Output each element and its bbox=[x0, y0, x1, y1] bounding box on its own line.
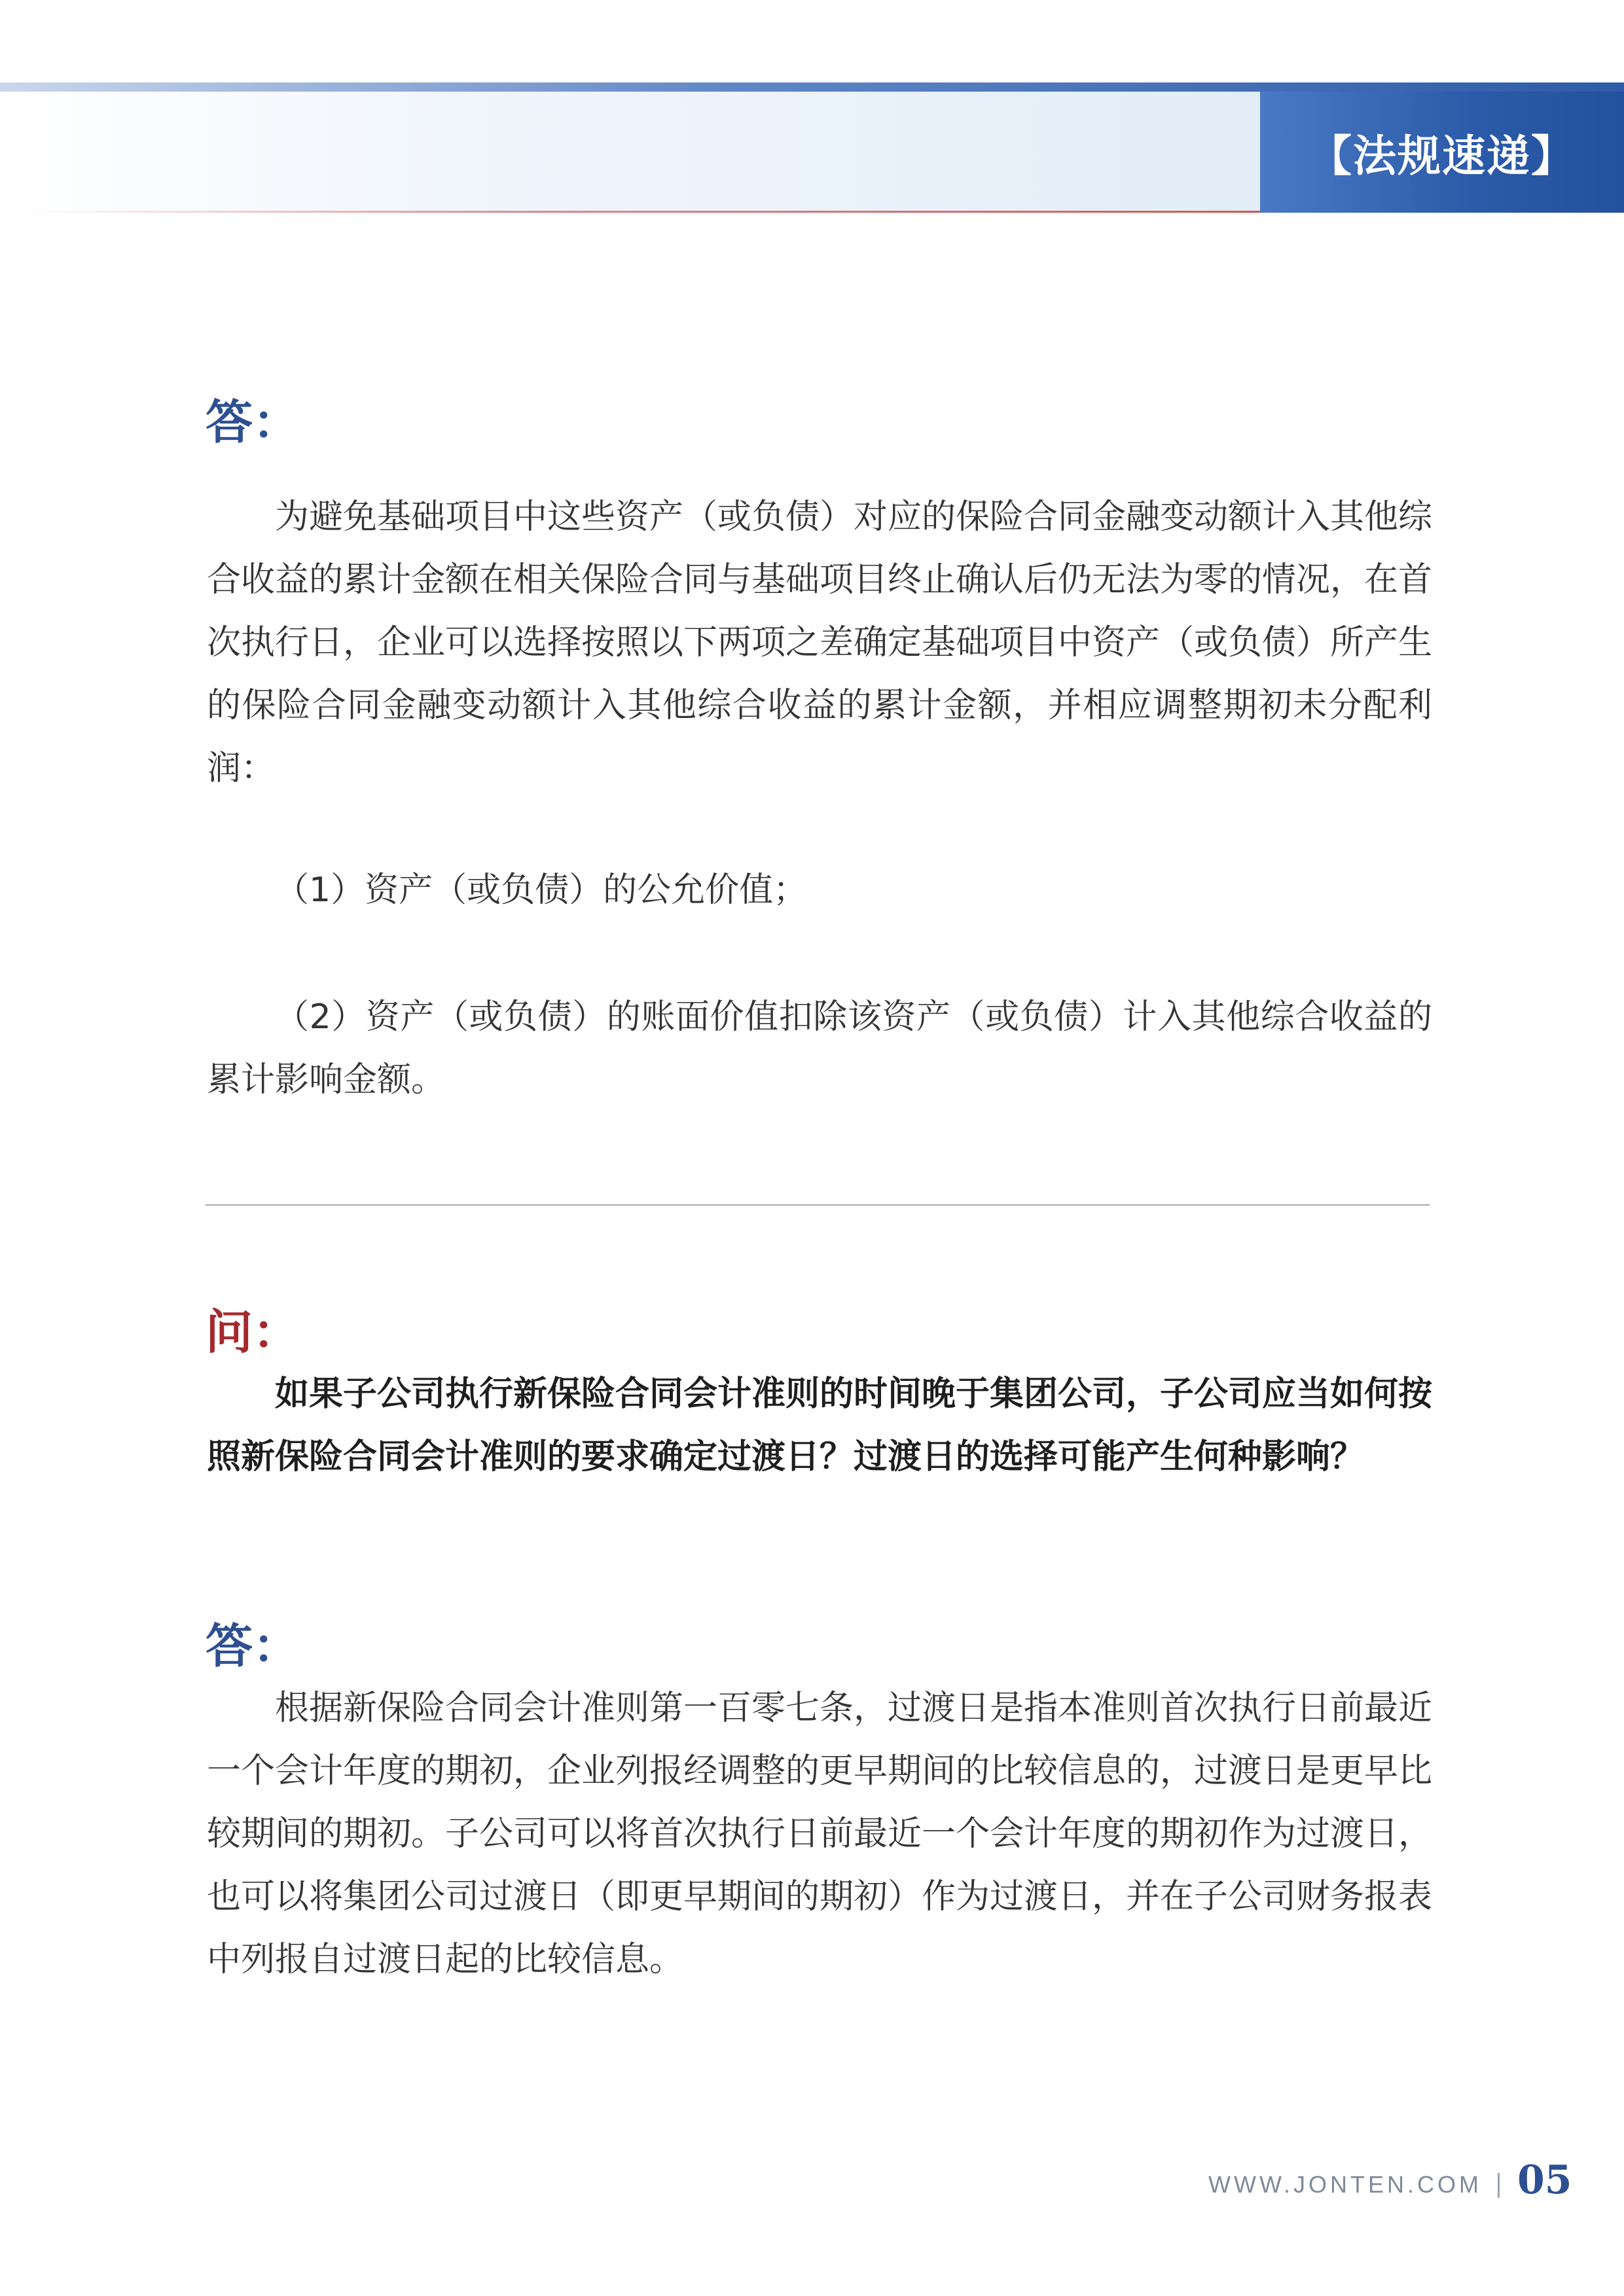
header-band bbox=[0, 92, 1260, 211]
section-tab bbox=[1260, 92, 1624, 213]
section-divider bbox=[206, 1204, 1430, 1206]
question-text: 如果子公司执行新保险合同会计准则的时间晚于集团公司，子公司应当如何按照新保险合同会计准则的要求确定过渡日？过渡日的选择可能产生何种影响？ bbox=[207, 1374, 1433, 1477]
header-top-stripe bbox=[0, 82, 1624, 92]
answer-list-item-2: （2）资产（或负债）的账面价值扣除该资产（或负债）计入其他综合收益的累计影响金额。 bbox=[207, 997, 1432, 1100]
answer-list-item-1: （1）资产（或负债）的公允价值； bbox=[275, 870, 808, 910]
answer-label-2: 答： bbox=[206, 1619, 300, 1674]
answer-paragraph-2: 根据新保险合同会计准则第一百零七条，过渡日是指本准则首次执行日前最近一个会计年度的期初，企业列报经调整的更早期间的比较信息的，过渡日是更早比较期间的期初。子公司可以将首次执行日前最近一个会计年度的期初作为过渡日，也可以将集团公司过渡日（即更早期间的期初）作为过渡日，并在子公司财务报表中列报自过渡日起的比较信息。 bbox=[207, 1689, 1433, 1979]
answer-paragraph: 为避免基础项目中这些资产（或负债）对应的保险合同金融变动额计入其他综合收益的累计金额在相关保险合同与基础项目终止确认后仍无法为零的情况，在首次执行日，企业可以选择按照以下两项之差确定基础项目中资产（或负债）所产生的保险合同金融变动额计入其他综合收益的累计金额，并相应调整期初未分配利润： bbox=[207, 497, 1433, 788]
section-tab-label: 【法规速递】 bbox=[1308, 130, 1576, 181]
question-label: 问： bbox=[206, 1304, 300, 1359]
footer-separator bbox=[1498, 2173, 1500, 2198]
header-accent-line bbox=[26, 211, 1260, 213]
page-number: 05 bbox=[1517, 2157, 1572, 2203]
answer-label: 答： bbox=[206, 395, 300, 450]
footer-website: WWW.JONTEN.COM bbox=[1208, 2171, 1482, 2198]
